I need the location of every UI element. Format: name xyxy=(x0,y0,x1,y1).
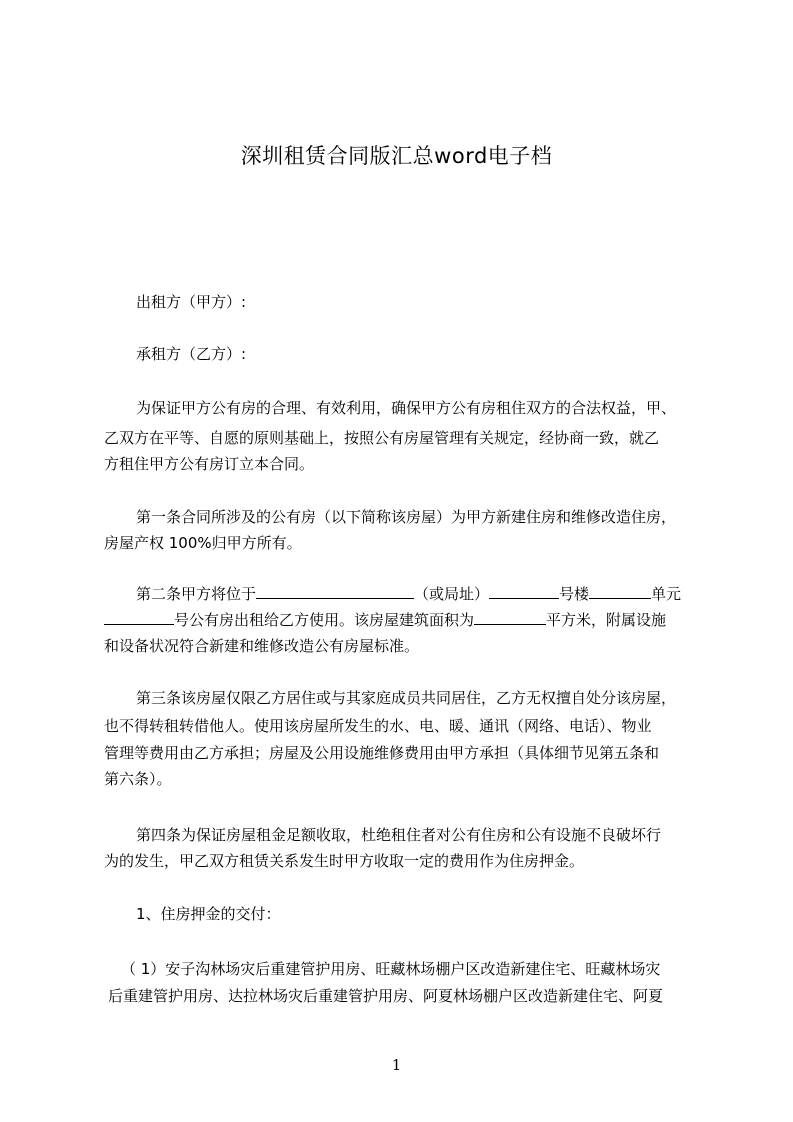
article3-line-1: 第三条该房屋仅限乙方居住或与其家庭成员共同居住，乙方无权擅自处分该房屋， xyxy=(136,689,677,707)
document-title: 深圳租赁合同版汇总word电子档 xyxy=(240,144,553,168)
item1-1-line-1: （ 1）安子沟林场灾后重建管护用房、旺藏林场棚户区改造新建住宅、旺藏林场灾 xyxy=(121,960,661,978)
article3-line-3: 管理等费用由乙方承担；房屋及公用设施维修费用由甲方承担（具体细节见第五条和 xyxy=(104,744,660,762)
lessor-line: 出租方（甲方）: xyxy=(136,293,247,311)
article2-text-b: （或局址） xyxy=(414,585,490,603)
article1-line-1: 第一条合同所涉及的公有房（以下简称该房屋）为甲方新建住房和维修改造住房， xyxy=(136,508,677,526)
article2-text-c: 号楼 xyxy=(559,585,590,603)
unit-blank xyxy=(589,584,651,599)
lessee-line: 承租方（乙方）: xyxy=(136,345,247,363)
article2-text-a: 第二条甲方将位于 xyxy=(136,585,257,603)
article2-line-3: 和设备状况符合新建和维修改造公有房屋标准。 xyxy=(104,637,420,655)
article1-line-2: 房屋产权 100%归甲方所有。 xyxy=(104,534,302,552)
article3-line-4: 第六条）。 xyxy=(104,770,172,788)
article4-line-1: 第四条为保证房屋租金足额收取，杜绝租住者对公有住房和公有设施不良破坏行 xyxy=(136,826,662,844)
article4-line-2: 为的发生，甲乙双方租赁关系发生时甲方收取一定的费用作为住房押金。 xyxy=(104,852,585,870)
intro-line-1: 为保证甲方公有房的合理、有效利用，确保甲方公有房租住双方的合法权益，甲、 xyxy=(136,399,677,417)
room-blank xyxy=(104,610,174,625)
article2-line-2 xyxy=(104,610,704,630)
area-blank xyxy=(474,610,546,625)
article2-text-d: 单元 xyxy=(651,585,682,603)
building-blank xyxy=(489,584,559,599)
article2-text-e: 号公有房出租给乙方使用。该房屋建筑面积为 xyxy=(174,611,475,629)
article2-line-1 xyxy=(136,584,736,604)
item1-heading: 1、住房押金的交付： xyxy=(136,905,281,923)
article2-text-f: 平方米，附属设施 xyxy=(546,611,667,629)
article3-line-2: 也不得转租转借他人。使用该房屋所发生的水、电、暖、通讯（网络、电话）、物业 xyxy=(104,717,652,735)
item1-1-line-2: 后重建管护用房、达拉林场灾后重建管护用房、阿夏林场棚户区改造新建住宅、阿夏 xyxy=(108,987,664,1005)
intro-line-2: 乙双方在平等、自愿的原则基础上，按照公有房屋管理有关规定，经协商一致，就乙 xyxy=(104,429,660,447)
page-number: 1 xyxy=(391,1056,402,1074)
intro-line-3: 方租住甲方公有房订立本合同。 xyxy=(104,455,315,473)
address-blank xyxy=(256,584,414,599)
